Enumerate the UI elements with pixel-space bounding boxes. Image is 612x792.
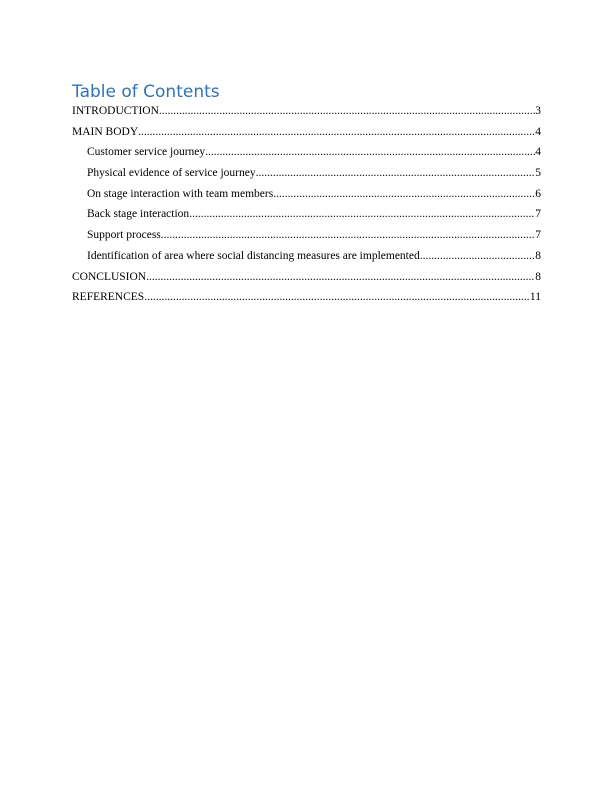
- toc-entry-text: Customer service journey: [87, 146, 206, 159]
- toc-dot-leader: [146, 270, 535, 284]
- toc-entry-main-body[interactable]: [72, 125, 541, 146]
- toc-entry-text: Identification of area where social distancing measures are implemented: [87, 249, 420, 262]
- toc-entry-text: MAIN BODY: [72, 125, 139, 138]
- toc-page-number: 5: [535, 167, 541, 180]
- toc-dot-leader: [144, 290, 530, 304]
- toc-entry-support-process[interactable]: [72, 228, 541, 249]
- toc-page-number: 7: [535, 208, 541, 221]
- toc-title: Table of Contents: [72, 82, 220, 102]
- toc-page-number: 4: [535, 146, 541, 159]
- toc-entry-on-stage-interaction[interactable]: [72, 187, 541, 208]
- toc-dot-leader: [420, 249, 536, 263]
- toc-entry-text: REFERENCES: [72, 291, 145, 304]
- toc-list: [72, 104, 541, 311]
- toc-entry-text: On stage interaction with team members: [87, 187, 274, 200]
- toc-entry-text: Physical evidence of service journey: [87, 167, 256, 180]
- toc-dot-leader: [161, 228, 535, 242]
- toc-entry-customer-service-journey[interactable]: [72, 145, 541, 166]
- toc-page-number: 6: [535, 187, 541, 200]
- table-of-contents: [72, 80, 541, 311]
- toc-page-number: 7: [535, 229, 541, 242]
- toc-page-number: 11: [529, 291, 541, 304]
- toc-entry-text: Support process: [87, 229, 161, 242]
- toc-entry-references[interactable]: [72, 290, 541, 311]
- toc-entry-text: Back stage interaction: [87, 208, 190, 221]
- toc-page-number: 8: [535, 249, 541, 262]
- toc-dot-leader: [159, 104, 535, 118]
- toc-entry-conclusion[interactable]: [72, 270, 541, 291]
- toc-dot-leader: [273, 187, 535, 201]
- toc-dot-leader: [205, 145, 535, 159]
- toc-entry-text: CONCLUSION: [72, 270, 147, 283]
- toc-entry-introduction[interactable]: [72, 104, 541, 125]
- toc-page-number: 8: [535, 270, 541, 283]
- toc-entry-physical-evidence[interactable]: [72, 166, 541, 187]
- toc-dot-leader: [256, 166, 536, 180]
- toc-dot-leader: [138, 125, 535, 139]
- toc-entry-back-stage-interaction[interactable]: [72, 207, 541, 228]
- toc-page-number: 4: [535, 125, 541, 138]
- toc-page-number: 3: [535, 105, 541, 117]
- toc-dot-leader: [189, 207, 535, 221]
- toc-entry-social-distancing-areas[interactable]: [72, 249, 541, 270]
- toc-entry-text: INTRODUCTION: [72, 105, 159, 117]
